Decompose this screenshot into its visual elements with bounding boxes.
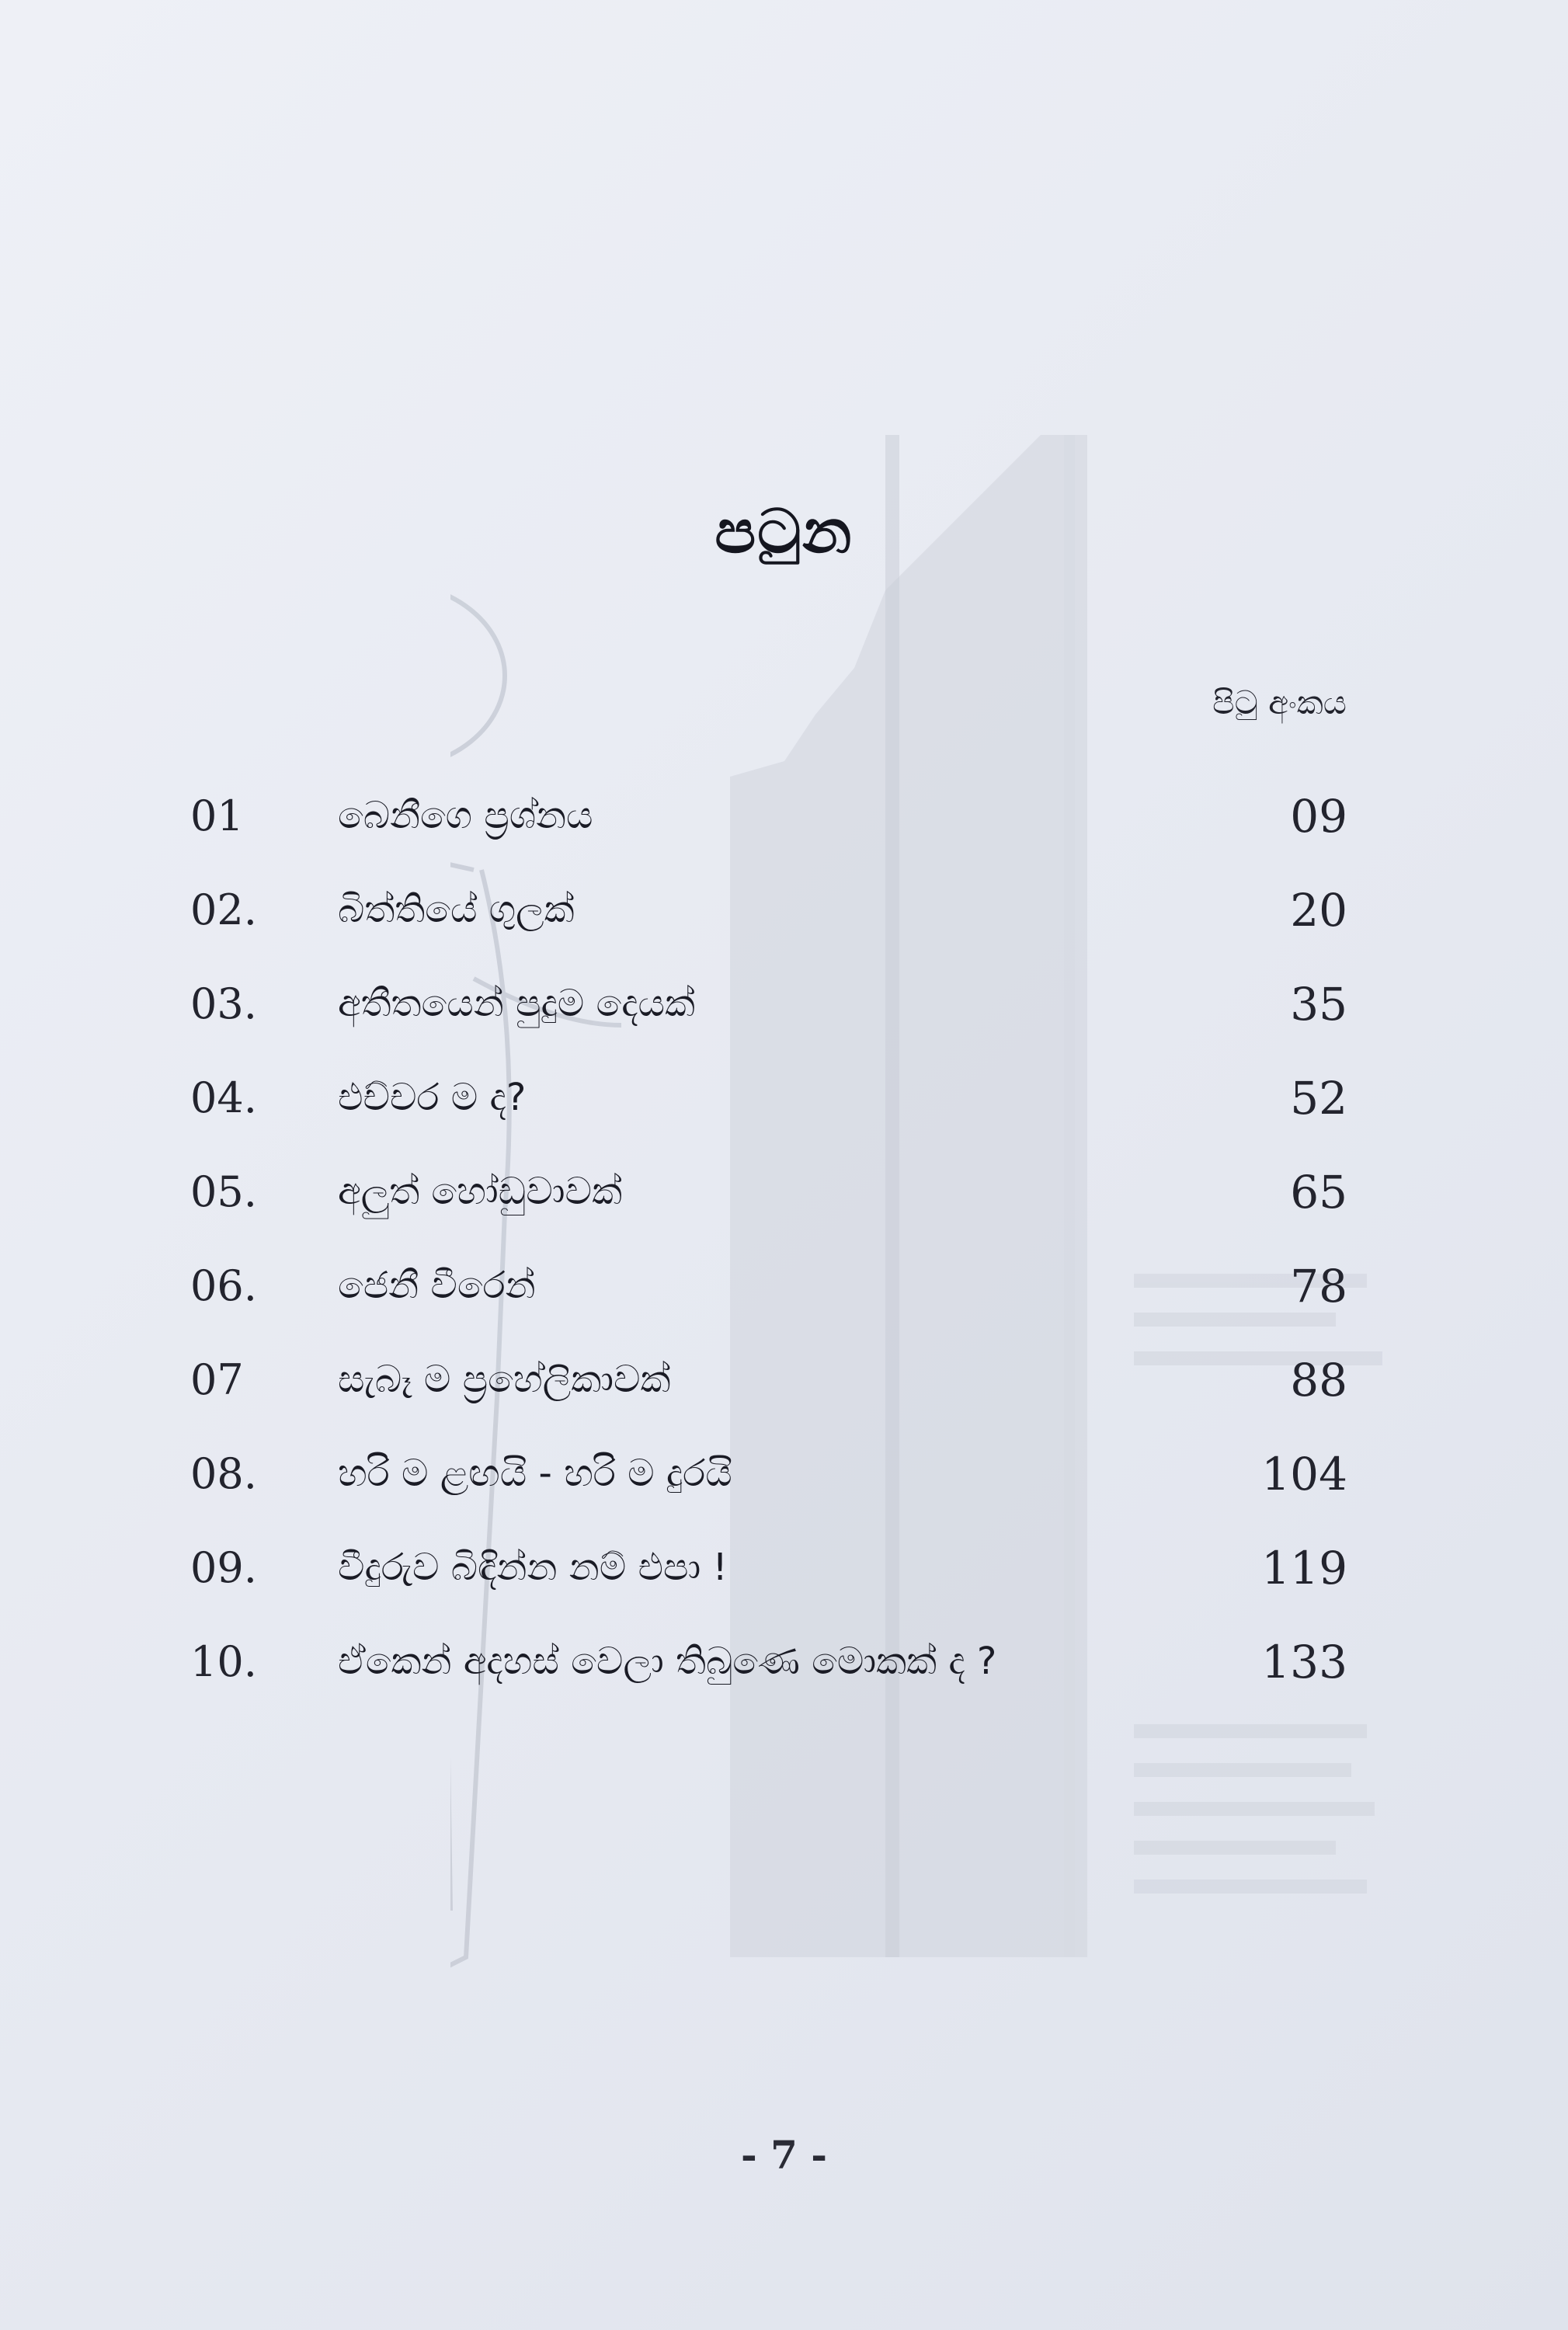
chapter-page: 88 — [1290, 1353, 1347, 1407]
toc-row — [190, 863, 1347, 957]
chapter-page: 35 — [1290, 977, 1347, 1031]
chapter-number: 09. — [190, 1543, 257, 1592]
chapter-page: 65 — [1290, 1165, 1347, 1219]
toc-row — [190, 769, 1347, 863]
chapter-number: 06. — [190, 1261, 257, 1310]
page-title: පටුන — [714, 497, 854, 567]
chapter-page: 52 — [1290, 1071, 1347, 1125]
chapter-title: අතීතයෙන් පුදුම දෙයක් — [338, 982, 696, 1025]
page-number-column-label: පිටු අංකය — [1212, 683, 1347, 722]
chapter-page: 20 — [1290, 883, 1347, 937]
chapter-page: 119 — [1261, 1541, 1347, 1594]
chapter-page: 104 — [1261, 1447, 1347, 1501]
chapter-number: 08. — [190, 1449, 257, 1498]
chapter-number: 04. — [190, 1073, 257, 1122]
chapter-title: එච්චර ම ද? — [338, 1076, 527, 1119]
chapter-title: ජෙනී වීරෙන් — [338, 1264, 536, 1307]
toc-row — [190, 1051, 1347, 1145]
chapter-page: 133 — [1261, 1635, 1347, 1688]
toc-row — [190, 1239, 1347, 1333]
chapter-title: අලුත් හෝඩුවාවක් — [338, 1170, 623, 1213]
chapter-number: 07 — [190, 1355, 244, 1404]
chapter-title: වීදුරුව බිඳින්න නම් එපා ! — [338, 1546, 728, 1589]
chapter-title: සැබෑ ම ප්‍රහේලිකාවක් — [338, 1358, 671, 1401]
chapter-number: 10. — [190, 1637, 257, 1686]
chapter-title: හරි ම ළඟයි - හරි ම දුරයි — [338, 1452, 732, 1495]
toc-row — [190, 1427, 1347, 1521]
toc-row — [190, 1521, 1347, 1615]
table-of-contents — [190, 769, 1347, 1709]
chapter-number: 02. — [190, 885, 257, 934]
chapter-number: 03. — [190, 979, 257, 1028]
toc-row — [190, 957, 1347, 1051]
chapter-page: 78 — [1290, 1259, 1347, 1313]
chapter-number: 01 — [190, 791, 244, 840]
chapter-page: 09 — [1290, 789, 1347, 843]
toc-row — [190, 1333, 1347, 1427]
chapter-title: ඒකෙන් අදහස් වෙලා තිබුණෙ මොකක් ද ? — [338, 1640, 997, 1683]
toc-row — [190, 1145, 1347, 1239]
chapter-title: බිත්තියේ ගුලක් — [338, 888, 575, 931]
chapter-number: 05. — [190, 1167, 257, 1216]
toc-row — [190, 1615, 1347, 1709]
page-number-footer: - 7 - — [740, 2132, 828, 2178]
chapter-title: බෙනීගෙ ප්‍රශ්නය — [338, 794, 593, 837]
